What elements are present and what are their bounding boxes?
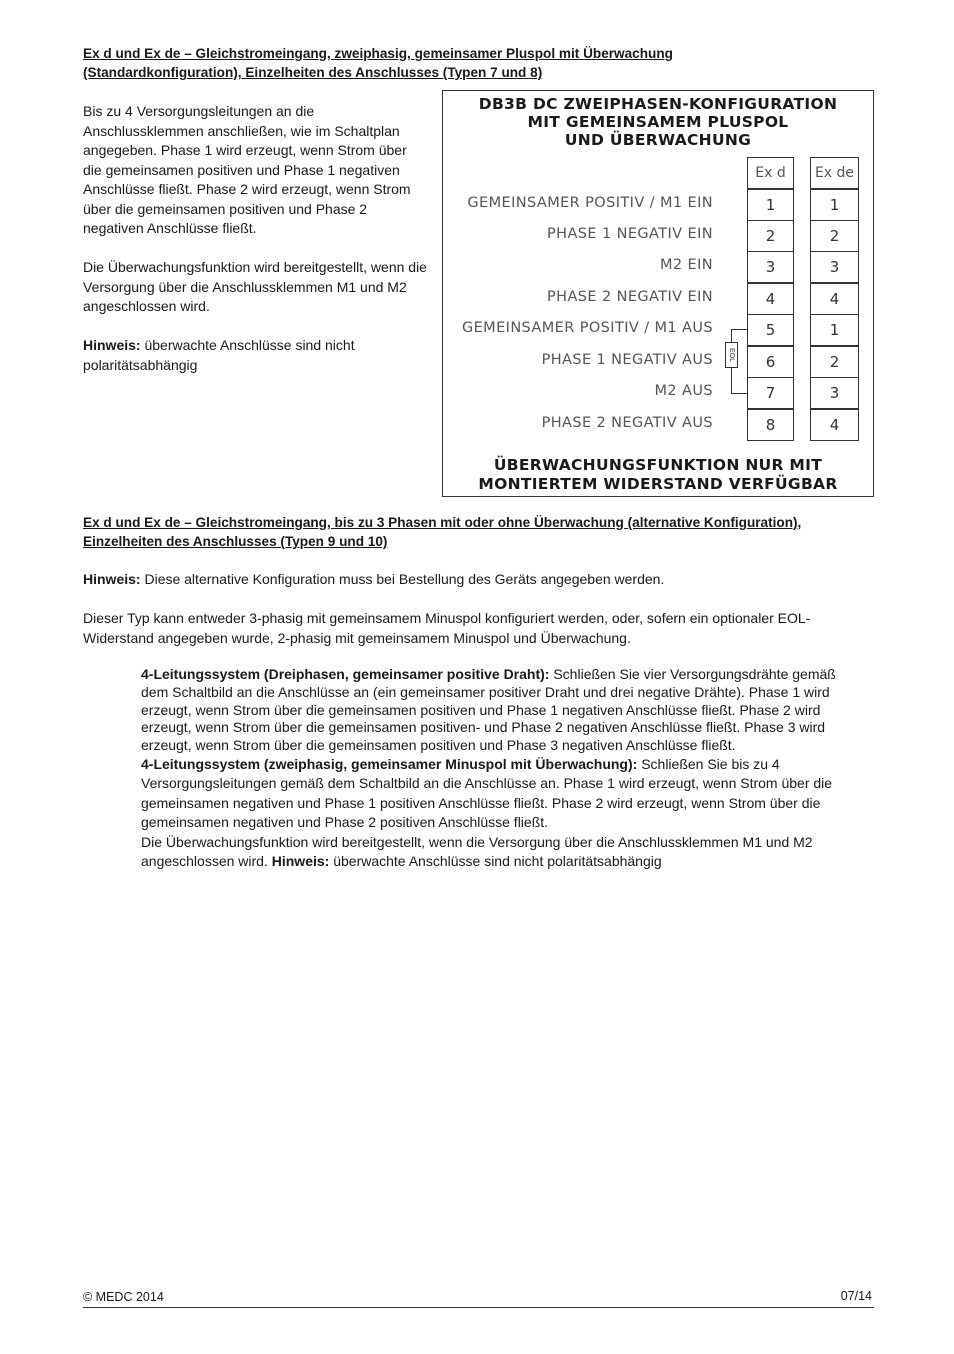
resistor-label: EOL xyxy=(728,347,735,362)
row-label: PHASE 2 NEGATIV AUS xyxy=(541,415,713,431)
section2-heading-line1: Ex d und Ex de – Gleichstromeingang, bis zu 3 Phasen mit oder ohne Überwachung (alternative Konfiguration), xyxy=(83,515,802,530)
section1-note xyxy=(83,336,428,375)
item2-label: 4-Leitungssystem (zweiphasig, gemeinsamer Minuspol mit Überwachung): xyxy=(141,755,638,772)
footer-date: 07/14 xyxy=(840,1289,872,1303)
footer-divider xyxy=(83,1307,874,1308)
item2-text: Schließen Sie bis zu 4 Versorgungsleitungen gemäß dem Schaltbild an die Anschlüsse an. Phase 1 wird erzeugt, wenn Strom über die gemeinsamen negativen und Phase 1 positiven Anschlüsse fließt. Phase 2 wird erzeugt, wenn Strom über die gemeinsamen negativen und Phase 2 positiven Anschlüsse fließt. xyxy=(141,755,833,831)
row-label: PHASE 1 NEGATIV AUS xyxy=(541,352,713,368)
terminal-exd: 1 xyxy=(747,189,794,221)
row-label: PHASE 2 NEGATIV EIN xyxy=(547,289,713,305)
terminal-exd: 2 xyxy=(747,220,794,252)
terminal-exde: 3 xyxy=(810,377,859,409)
terminal-exde: 3 xyxy=(810,251,859,283)
diagram-footer xyxy=(443,456,873,494)
row-label: M2 EIN xyxy=(659,257,713,273)
row-label: M2 AUS xyxy=(654,383,713,399)
item3-note-text: überwachte Anschlüsse sind nicht polaritätsabhängig xyxy=(329,853,662,870)
item3-note-label: Hinweis: xyxy=(271,853,330,870)
item1 xyxy=(141,666,861,755)
col-header-exd: Ex d xyxy=(747,157,794,189)
section1-note-label: Hinweis: xyxy=(83,337,141,353)
diagram-title-line3: UND ÜBERWACHUNG xyxy=(564,131,752,149)
section2-para1: Dieser Typ kann entweder 3-phasig mit gemeinsamem Minuspol konfiguriert werden, oder, sofern ein optionaler EOL-Widerstand angegeben wurde, 2-phasig mit gemeinsamem Minuspol und Überwachung. xyxy=(83,610,811,646)
terminal-exd: 6 xyxy=(747,346,794,378)
section1-note-text: überwachte Anschlüsse sind nicht polaritätsabhängig xyxy=(83,337,355,373)
section1-heading-line1: Ex d und Ex de – Gleichstromeingang, zweiphasig, gemeinsamer Pluspol mit Überwachung xyxy=(83,46,673,61)
section2-heading-line2: Einzelheiten des Anschlusses (Typen 9 und 10) xyxy=(83,534,388,549)
terminal-exde: 4 xyxy=(810,283,859,315)
section2-items xyxy=(141,666,861,872)
item2 xyxy=(141,755,861,833)
section1-para2: Die Überwachungsfunktion wird bereitgestellt, wenn die Versorgung über die Anschlussklemmen M1 und M2 angeschlossen wird. xyxy=(83,259,427,314)
row-label: GEMEINSAMER POSITIV / M1 EIN xyxy=(467,195,713,211)
section1-para1: Bis zu 4 Versorgungsleitungen an die Anschlussklemmen anschließen, wie im Schaltplan angegeben. Phase 1 wird erzeugt, wenn Strom über die gemeinsamen positiven und Phase 1 negativen Anschlüsse fließt. Phase 2 wird erzeugt, wenn Strom über die gemeinsamen positiven und Phase 2 negativen Anschlüsse fließt. xyxy=(83,103,411,236)
terminal-exd: 8 xyxy=(747,409,794,441)
terminal-exd: 5 xyxy=(747,314,794,346)
footer-copyright: © MEDC 2014 xyxy=(83,1290,164,1304)
terminal-exde: 1 xyxy=(810,189,859,221)
diagram-title-line1: DB3B DC ZWEIPHASEN-KONFIGURATION xyxy=(478,95,838,113)
item1-text: Schließen Sie vier Versorgungsdrähte gemäß dem Schaltbild an die Anschlüsse an (ein gemeinsamer positiver Draht und drei negative Drähte). Phase 1 wird erzeugt, wenn Strom über die gemeinsamen positiven und Phase 1 negativen Anschlüsse fließt. Phase 2 wird erzeugt, wenn Strom über die gemeinsamen positiven- und Phase 2 negativen Anschlüsse fließt. Phase 3 wird erzeugt, wenn Strom über die gemeinsamen positiven und Phase 3 negativen Anschlüsse fließt. xyxy=(141,666,836,754)
resistor-wire-top xyxy=(731,329,747,330)
item1-label: 4-Leitungssystem (Dreiphasen, gemeinsamer positive Draht): xyxy=(141,666,550,682)
item3 xyxy=(141,833,861,872)
diagram-title xyxy=(443,95,873,149)
eol-resistor-icon xyxy=(725,342,738,368)
col-header-exde: Ex de xyxy=(810,157,859,189)
diagram-footer-line1: ÜBERWACHUNGSFUNKTION NUR MIT xyxy=(493,456,823,474)
diagram-title-line2: MIT GEMEINSAMEM PLUSPOL xyxy=(527,113,789,131)
row-label: GEMEINSAMER POSITIV / M1 AUS xyxy=(461,320,713,336)
section2-note-text: Diese alternative Konfiguration muss bei Bestellung des Geräts angegeben werden. xyxy=(140,571,665,587)
terminal-exd: 4 xyxy=(747,283,794,315)
terminal-exde: 1 xyxy=(810,314,859,346)
terminal-exde: 2 xyxy=(810,346,859,378)
terminal-exde: 4 xyxy=(810,409,859,441)
section1-heading xyxy=(83,44,873,82)
section1-heading-line2: (Standardkonfiguration), Einzelheiten des Anschlusses (Typen 7 und 8) xyxy=(83,65,543,80)
section2-heading xyxy=(83,513,873,551)
terminal-exde: 2 xyxy=(810,220,859,252)
resistor-wire-bottom xyxy=(731,393,747,394)
section2-note xyxy=(83,570,873,590)
diagram-footer-line2: MONTIERTEM WIDERSTAND VERFÜGBAR xyxy=(478,475,838,493)
row-label: PHASE 1 NEGATIV EIN xyxy=(547,226,713,242)
terminal-exd: 7 xyxy=(747,377,794,409)
section2-note-label: Hinweis: xyxy=(83,571,141,587)
terminal-exd: 3 xyxy=(747,251,794,283)
item3-text: Die Überwachungsfunktion wird bereitgestellt, wenn die Versorgung über die Anschlussklemmen M1 und M2 angeschlossen wird. xyxy=(141,833,813,870)
wiring-diagram xyxy=(442,90,874,497)
